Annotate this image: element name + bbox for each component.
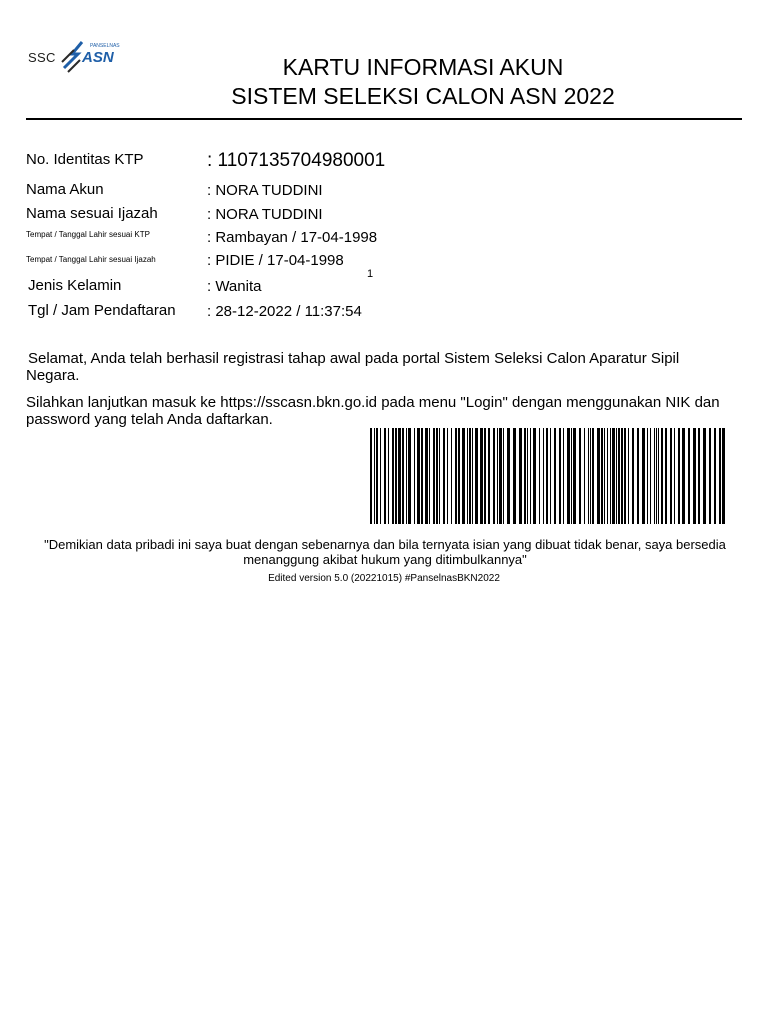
label-ktp: No. Identitas KTP [26, 151, 144, 168]
value-nama-ijazah: : NORA TUDDINI [207, 206, 323, 223]
value-tgl-daftar: : 28-12-2022 / 11:37:54 [207, 303, 362, 320]
page-title-line1: KARTU INFORMASI AKUN [282, 54, 564, 80]
label-tgl-daftar: Tgl / Jam Pendaftaran [28, 302, 176, 319]
logo-asn-text: ASN [82, 49, 114, 66]
value-nama-akun: : NORA TUDDINI [207, 182, 323, 199]
label-ttl-ktp: Tempat / Tanggal Lahir sesuai KTP [26, 230, 150, 239]
declaration-quote: "Demikian data pribadi ini saya buat dengan sebenarnya dan bila ternyata isian yang dibuat tidak benar, saya bersedia menanggung akibat hukum yang ditimbulkannya" [44, 537, 726, 567]
page-marker: 1 [367, 268, 374, 280]
logo [28, 36, 128, 76]
value-ttl-ktp: : Rambayan / 17-04-1998 [207, 229, 378, 246]
label-nama-akun: Nama Akun [26, 181, 104, 198]
value-ktp: : 1107135704980001 [207, 150, 386, 171]
barcode-icon [370, 428, 730, 524]
label-jenis-kelamin: Jenis Kelamin [28, 277, 122, 294]
value-ttl-ijazah: : PIDIE / 17-04-1998 [207, 252, 344, 269]
label-ttl-ijazah: Tempat / Tanggal Lahir sesuai Ijazah [26, 255, 156, 264]
value-jenis-kelamin: : Wanita [207, 278, 262, 295]
instruction-paragraph: Silahkan lanjutkan masuk ke https://sscasn.bkn.go.id pada menu "Login" dengan menggunakan NIK dan password yang telah Anda daftarkan. [26, 394, 720, 428]
label-nama-ijazah: Nama sesuai Ijazah [26, 205, 158, 222]
success-paragraph: Selamat, Anda telah berhasil registrasi tahap awal pada portal Sistem Seleksi Calon Aparatur Sipil Negara. [26, 350, 680, 384]
logo-tiny-text: PANSELNAS [90, 43, 120, 49]
logo-ssc-text: SSC [28, 50, 56, 65]
edition-note: Edited version 5.0 (20221015) #PanselnasBKN2022 [268, 573, 500, 584]
header-divider [26, 118, 742, 120]
page-title-line2: SISTEM SELEKSI CALON ASN 2022 [231, 83, 615, 109]
